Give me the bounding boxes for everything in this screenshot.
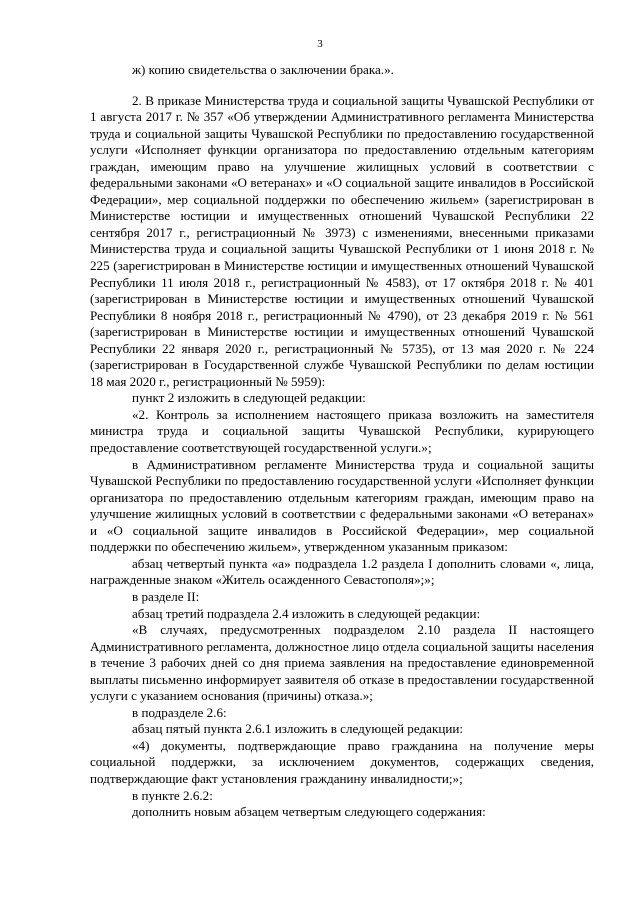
page-number: 3 [317, 38, 323, 50]
paragraph-subsection-2-4: абзац третий подраздела 2.4 изложить в следующей редакции: [132, 605, 481, 621]
paragraph-new-fourth: дополнить новым абзацем четвертым следующего содержания: [132, 804, 486, 820]
paragraph-section-2: в разделе II: [132, 588, 200, 604]
paragraph-gap [90, 79, 594, 93]
paragraph-admin-regulation: в Административном регламенте Министерства труда и социальной защиты Чувашской Республики по предоставлению государственной услуги «Исполняет функции организатора по предоставлению отдельным категориям граждан, имеющим право на улучшение жилищных условий в соответствии с федеральными законами «О ветеранах» и «О социальной защите инвалидов в Российской Федерации», мер социальной поддержки по обеспечению жильем», утвержденном указанным приказом: [90, 456, 594, 555]
paragraph-section-1-2: абзац четвертый пункта «а» подраздела 1.2 раздела I дополнить словами «, лица, награжденные знаком «Житель осажденного Севастополя»;»; [90, 555, 594, 588]
document-body [90, 62, 594, 821]
paragraph-marriage-certificate: ж) копию свидетельства о заключении брака.». [132, 62, 394, 77]
paragraph-subsection-2-4-text: «В случаях, предусмотренных подразделом 2.10 раздела II настоящего Административного регламента, должностное лицо отдела социальной защиты населения в течение 3 рабочих дней со дня приема заявления на предоставление единовременной выплаты письменно информирует заявителя об отказе в предоставлении государственной услуги с указанием основания (причины) отказа.»; [90, 622, 594, 704]
paragraph-item-2-heading: пункт 2 изложить в следующей редакции: [132, 390, 366, 406]
paragraph-item-2-6-1-text: «4) документы, подтверждающие право гражданина на получение меры социальной поддержки, за исключением документов, содержащих сведения, подтверждающие факт установления гражданину инвалидности;»; [90, 737, 594, 786]
paragraph-subsection-2-6: в подразделе 2.6: [132, 704, 227, 720]
paragraph-item-2-6-1: абзац пятый пункта 2.6.1 изложить в следующей редакции: [132, 721, 463, 737]
paragraph-item-2-text: «2. Контроль за исполнением настоящего приказа возложить на заместителя министра труда и социальной защиты Чувашской Республики, курирующего предоставление соответствующей государственной услуги.»; [90, 406, 594, 456]
paragraph-item-2-6-2: в пункте 2.6.2: [132, 787, 213, 803]
paragraph-order-357: 2. В приказе Министерства труда и социальной защиты Чувашской Республики от 1 августа 2017 г. № 357 «Об утверждении Административного регламента Министерства труда и социальной защиты Чувашской Республики по предоставлению государственной услуги «Исполняет функции организатора по предоставлению отдельным категориям граждан, имеющим право на улучшение жилищных условий в соответствии с федеральными законами «О ветеранах» и «О социальной защите инвалидов в Российской Федерации», мер социальной поддержки по обеспечению жильем» (зарегистрирован в Министерстве юстиции и имущественных отношений Чувашской Республики 22 сентября 2017 г., регистрационный № 3973) с изменениями, внесенными приказами Министерства труда и социальной защиты Чувашской Республики от 1 июня 2018 г. № 225 (зарегистрирован в Министерстве юстиции и имущественных отношений Чувашской Республики 11 июля 2018 г., регистрационный № 4583), от 17 октября 2018 г. № 401 (зарегистрирован в Министерстве юстиции и имущественных отношений Чувашской Республики 8 ноября 2018 г., регистрационный № 4790), от 23 декабря 2019 г. № 561 (зарегистрирован в Министерстве юстиции и имущественных отношений Чувашской Республики 22 января 2020 г., регистрационный № 5735), от 13 мая 2020 г. № 224 (зарегистрирован в Государственной службе Чувашской Республики по делам юстиции 18 мая 2020 г., регистрационный № 5959): [90, 92, 594, 389]
